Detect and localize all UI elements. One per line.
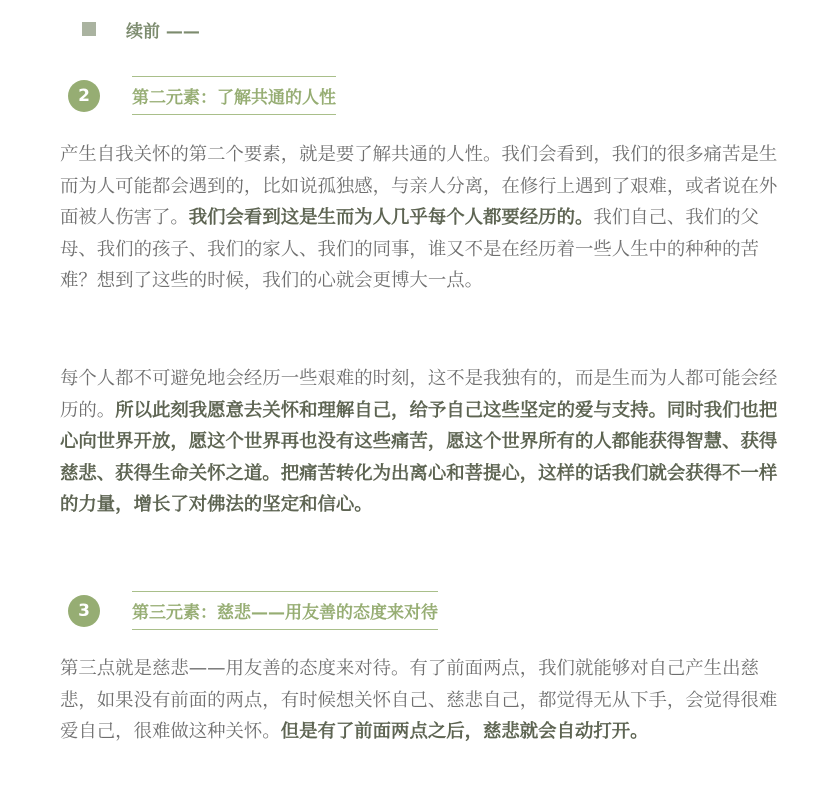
paragraph xyxy=(60,139,782,297)
continued-label: 续前 —— xyxy=(126,21,200,42)
paragraph-text: 第三点就是慈悲——用友善的态度来对待。有了前面两点，我们就能够对自己产生出慈悲，如果没有前面的两点，有时候想关怀自己、慈悲自己，都觉得无从下手，会觉得很难爱自己，很难做这种关怀。 xyxy=(60,658,778,743)
paragraph-text: 产生自我关怀的第二个要素，就是要了解共通的人性。我们会看到，我们的很多痛苦是生而为人可能都会遇到的，比如说孤独感，与亲人分离，在修行上遇到了艰难，或者说在外面被人伤害了。 xyxy=(60,144,778,229)
section-title: 第三元素：慈悲——用友善的态度来对待 xyxy=(132,591,438,630)
paragraph-emphasis: 但是有了前面两点之后，慈悲就会自动打开。 xyxy=(280,721,649,743)
paragraph-text: 我们自己、我们的父母、我们的孩子、我们的家人、我们的同事，谁又不是在经历着一些人生中的种种的苦难？想到了这些的时候，我们的心就会更博大一点。 xyxy=(60,207,759,292)
section-heading-2 xyxy=(68,76,336,115)
paragraph-text: 每个人都不可避免地会经历一些艰难的时刻，这不是我独有的，而是生而为人都可能会经历的。 xyxy=(60,368,778,421)
section-title: 第二元素：了解共通的人性 xyxy=(132,76,336,115)
section-number-badge: 3 xyxy=(68,595,100,627)
paragraph-emphasis: 所以此刻我愿意去关怀和理解自己，给予自己这些坚定的爱与支持。同时我们也把心向世界开放，愿这个世界再也没有这些痛苦，愿这个世界所有的人都能获得智慧、获得慈悲、获得生命关怀之道。把痛苦转化为出离心和菩提心，这样的话我们就会获得不一样的力量，增长了对佛法的坚定和信心。 xyxy=(60,399,778,516)
section-number-badge: 2 xyxy=(68,80,100,112)
paragraph xyxy=(60,653,782,748)
paragraph xyxy=(60,363,782,521)
paragraph-emphasis: 我们会看到这是生而为人几乎每个人都要经历的。 xyxy=(188,207,594,229)
section-heading-3 xyxy=(68,591,438,630)
continued-header xyxy=(82,18,200,40)
square-bullet-icon xyxy=(82,22,96,36)
